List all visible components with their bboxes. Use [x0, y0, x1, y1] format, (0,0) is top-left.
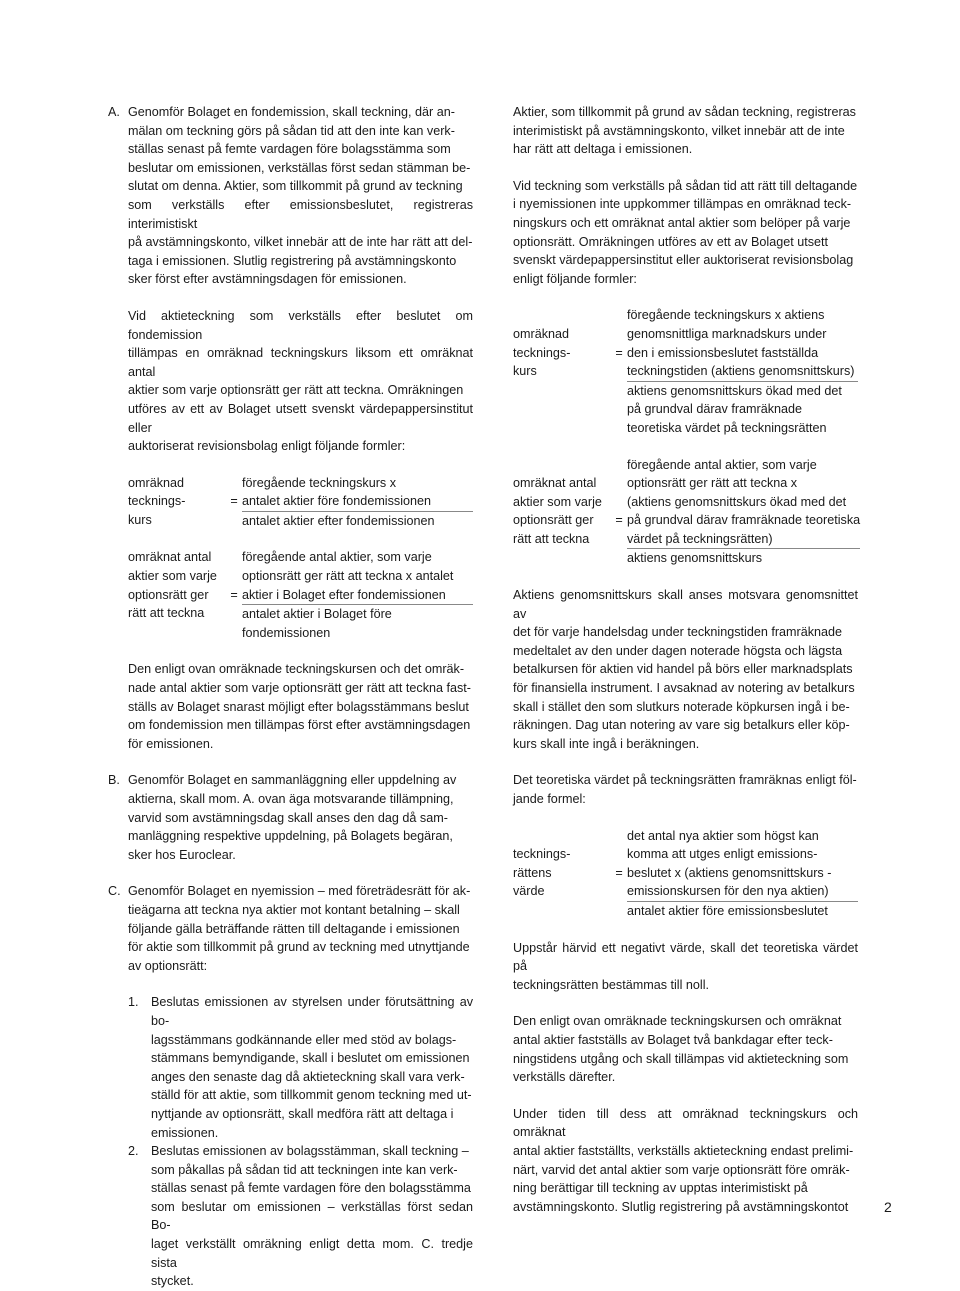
formula-lhs: omräknat antal aktier som varje optionsrätt ger rätt att teckna — [128, 550, 217, 621]
formula-lhs: tecknings- rättens värde — [513, 847, 571, 899]
formula-omraknad-teckningskurs-fondemission — [128, 474, 473, 531]
page-number: 2 — [884, 1199, 892, 1215]
formula-lhs: omräknat antal aktier som varje optionsrätt ger rätt att teckna — [513, 476, 602, 546]
formula-lhs: omräknad tecknings- kurs — [128, 475, 186, 527]
section-b-label: B. — [108, 773, 120, 788]
formula-rhs: föregående antal aktier, som varje optionsrätt ger rätt att teckna x antalet aktier i Bolaget efter fondemissionen antalet aktier i Bolaget före fondemissionen — [242, 548, 473, 642]
section-a-text: Genomför Bolaget en fondemission, skall teckning, där an- mälan om teckning görs på sådan tid att den inte kan verk- ställas senast på femte vardagen före bolagsstämma som beslutar om emissionen, verkställas först sedan stämman be- slutat om denna. Aktier, som tillkommit på grund av teckning som verkställs efter emissionsbeslutet, registreras interimistiskt på avstämningskonto, vilket innebär att de inte har rätt att del- taga i emissionen. Slutlig registrering på avstämningskonto sker först efter avstämningsdagen för emissionen. — [128, 105, 473, 287]
right-paragraph-1: Aktier, som tillkommit på grund av sådan teckning, registreras interimistiskt på avstämningskonto, vilket innebär att de inte har rätt att deltaga i emissionen. — [513, 105, 856, 157]
left-column — [108, 103, 473, 1291]
list-item-2 — [128, 1142, 473, 1291]
list-item-number: 1. — [128, 995, 139, 1010]
section-b — [108, 771, 473, 864]
right-paragraph-6: Den enligt ovan omräknade teckningskursen och omräknat antal aktier fastställs av Bolaget två bankdagar efter teck- ningstidens utgång och skall tillämpas vid aktieteckning som verkställs därefter. — [513, 1014, 849, 1085]
formula-rhs: det antal nya aktier som högst kan komma att utges enligt emissions- beslutet x (aktiens genomsnittskurs - emissionskursen för den nya aktien) antalet aktier före emissionsbeslutet — [627, 827, 858, 921]
equals-sign: = — [615, 513, 623, 528]
list-item-number: 2. — [128, 1144, 139, 1159]
formula-rhs: föregående teckningskurs x antalet aktier före fondemissionen antalet aktier efter fondemissionen — [242, 474, 473, 531]
left-paragraph-2: Vid aktieteckning som verkställs efter beslutet om fondemission tillämpas en omräknad teckningskurs liksom ett omräknat antal aktier som varje optionsrätt ger rätt att teckna. Omräkningen utföres av ett av Bolaget utsett svenskt värdepappersinstitut eller auktoriserat revisionsbolag enligt följande formler: — [128, 308, 473, 454]
section-c-text: Genomför Bolaget en nyemission – med företrädesrätt för ak- tieägarna att teckna nya aktier mot kontant betalning – skall följande gälla beträffande rätten till deltagande i emissionen för aktie som tillkommit på grund av teckning med utnyttjande av optionsrätt: — [128, 884, 471, 973]
right-paragraph-3: Aktiens genomsnittskurs skall anses motsvara genomsnittet av det för varje handelsdag under teckningstiden framräknade medeltalet av den under dagen noterade högsta och lägsta betalkursen för aktien vid handel på börs eller marknadsplats för finansiella instrument. I avsaknad av notering av betalkurs skall i stället den som slutkurs noterade köpkursen ingå i be- räkningen. Dag utan notering av vare sig betalkurs eller köp- kurs skall inte ingå i beräkningen. — [513, 588, 858, 751]
right-paragraph-4: Det teoretiska värdet på teckningsrätten framräknas enligt föl- jande formel: — [513, 773, 857, 806]
formula-omraknad-teckningskurs-nyemission — [513, 306, 858, 437]
section-c — [108, 882, 473, 975]
formula-lhs: omräknad tecknings- kurs — [513, 326, 571, 379]
section-a — [108, 103, 473, 289]
right-paragraph-7: Under tiden till dess att omräknad teckningskurs och omräknat antal aktier fastställts, verkställs aktieteckning endast prelimi- närt, varvid det antal aktier som varje optionsrätt före omräk- ning berättigar till teckning av upptas interimistiskt på avstämningskonto. Slutlig registrering på avstämningskontot — [513, 1106, 858, 1214]
right-paragraph-2: Vid teckning som verkställs på sådan tid att rätt till deltagande i nyemissionen inte uppkommer tillämpas en omräknad teck- ningskurs och ett omräknat antal aktier som belöper på varje optionsrätt. Omräkningen utföres av ett av Bolaget utsett svenskt värdepappersinstitut eller auktoriserat revisionsbolag enligt följande formler: — [513, 178, 858, 286]
list-item-text: Beslutas emissionen av bolagsstämman, skall teckning – som påkallas på sådan tid att teckningen inte kan verk- ställas senast på femte vardagen före den bolagsstämma som beslutar om emissionen – verkställas först sedan Bo- laget verkställt omräkning enligt detta mom. C. tredje sista stycket. — [151, 1144, 473, 1289]
equals-sign: = — [615, 865, 623, 880]
formula-rhs: föregående antal aktier, som varje optionsrätt ger rätt att teckna x (aktiens genomsnittskurs ökad med det på grundval därav framräknade teoretiska värdet på teckningsrätten) aktiens genomsnittskurs — [627, 457, 861, 566]
equals-sign: = — [230, 587, 238, 602]
equals-sign: = — [615, 345, 623, 360]
section-b-text: Genomför Bolaget en sammanläggning eller uppdelning av aktierna, skall mom. A. ovan äga motsvarande tillämpning, varvid som avstämningsdag skall anses den dag då sam- manläggning respektive uppdelning, på Bolagets begäran, sker hos Euroclear. — [128, 773, 457, 862]
equals-sign: = — [230, 494, 238, 509]
section-a-label: A. — [108, 105, 120, 119]
section-c-label: C. — [108, 884, 121, 899]
list-item-1 — [128, 993, 473, 1142]
formula-omraknat-antal-aktier-nyemission — [513, 456, 861, 569]
right-column — [513, 103, 861, 1216]
formula-rhs: föregående teckningskurs x aktiens genomsnittliga marknadskurs under den i emissionsbeslutet fastställda teckningstiden (aktiens genomsnittskurs) aktiens genomsnittskurs ökad med det på grundval därav framräknade teoretiska värdet på teckningsrätten — [627, 306, 858, 437]
formula-omraknat-antal-aktier-fondemission — [128, 548, 473, 642]
right-paragraph-5: Uppstår härvid ett negativt värde, skall det teoretiska värdet på teckningsrätten bestämmas till noll. — [513, 940, 858, 992]
formula-teckningsrattens-varde — [513, 827, 858, 921]
left-paragraph-3: Den enligt ovan omräknade teckningskursen och det omräk- nade antal aktier som varje optionsrätt ger rätt att teckna fast- ställs av Bolaget snarast möjligt efter bolagsstämmans beslut om fondemission men tillämpas först efter avstämningsdagen för emissionen. — [128, 662, 472, 751]
list-item-text: Beslutas emissionen av styrelsen under förutsättning av bo- lagsstämmans godkännande eller med stöd av bolags- stämmans bemyndigande, skall i beslutet om emissionen anges den senaste dag då aktieteckning skall vara verk- ställd för att aktie, som tillkommit genom teckning med ut- nyttjande av optionsrätt, skall medföra rätt att deltaga i emissionen. — [151, 995, 473, 1140]
